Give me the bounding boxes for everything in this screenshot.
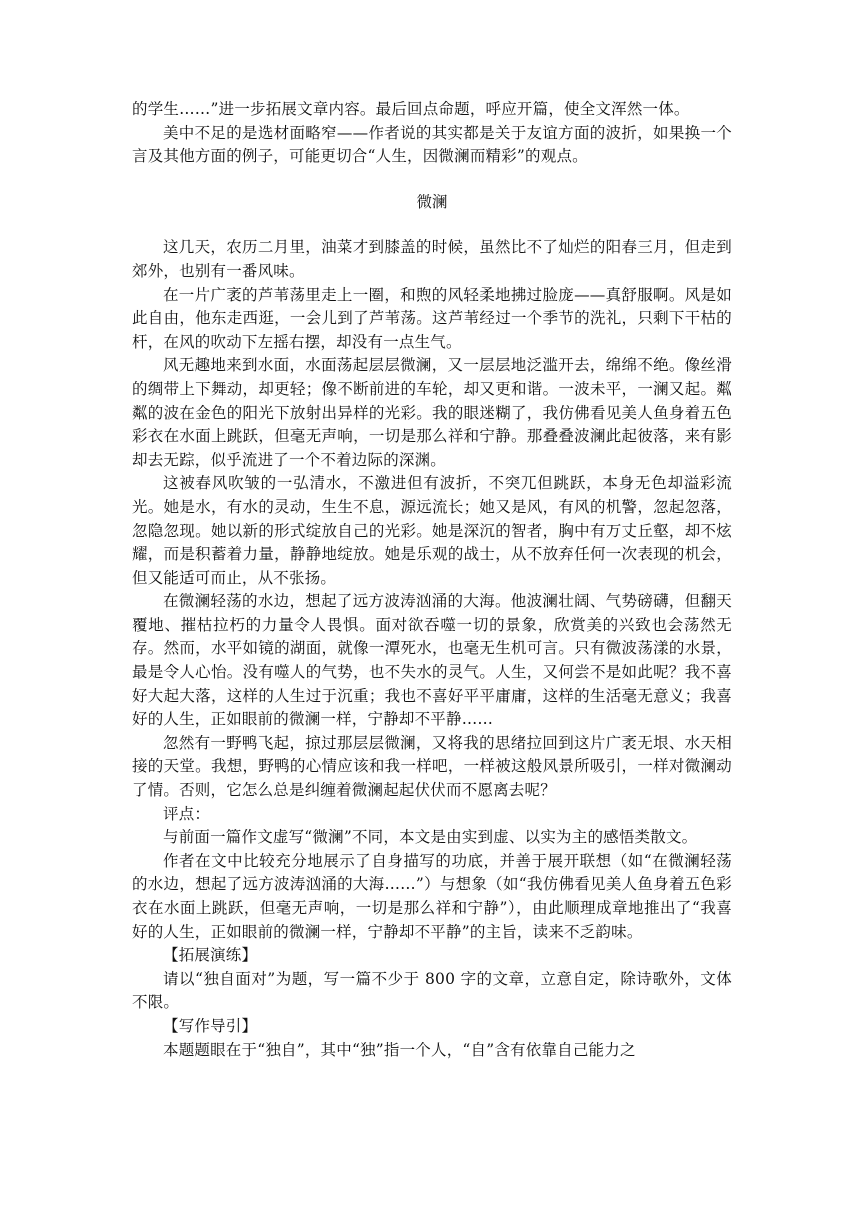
essay-paragraph: 在微澜轻荡的水边，想起了远方波涛汹涌的大海。他波澜壮阔、气势磅礴，但翻天覆地、摧枯拉朽的力量令人畏惧。面对欲吞噬一切的景象，欣赏美的兴致也会荡然无存。然而，水平如镜的湖面，就像一潭死水，也毫无生机可言。只有微波荡漾的水景，最是令人心怡。没有噬人的气势，也不失水的灵气。人生，又何尝不是如此呢？我不喜好大起大落，这样的人生过于沉重；我也不喜好平平庸庸，这样的生活毫无意义；我喜好的人生，正如眼前的微澜一样，宁静却不平静…… (132, 592, 732, 729)
guide-paragraph: 本题题眼在于“独自”，其中“独”指一个人，“自”含有依靠自己能力之 (163, 1040, 636, 1059)
essay-paragraph: 这几天，农历二月里，油菜才到膝盖的时候，虽然比不了灿烂的阳春三月，但走到郊外，也别有一番风味。 (132, 238, 732, 280)
section-heading-guide: 【写作导引】 (163, 1016, 258, 1035)
document-page (132, 98, 732, 1062)
section-heading-practice: 【拓展演练】 (163, 946, 258, 965)
essay-title: 微澜 (416, 192, 448, 211)
essay-paragraph: 这被春风吹皱的一弘清水，不激进但有波折，不突兀但跳跃，本身无色却溢彩流光。她是水，有水的灵动，生生不息，源远流长；她又是风，有风的机警，忽起忽落，忽隐忽现。她以新的形式绽放自己的光彩。她是深沉的智者，胸中有万丈丘壑，却不炫耀，而是积蓄着力量，静静地绽放。她是乐观的战士，从不放弃任何一次表现的机会，但又能适可而止，从不张扬。 (132, 474, 732, 587)
essay-paragraph: 风无趣地来到水面，水面荡起层层微澜，又一层层地泛滥开去，绵绵不绝。像丝滑的绸带上下舞动，却更轻；像不断前进的车轮，却又更和谐。一波未平，一澜又起。粼粼的波在金色的阳光下放射出异样的光彩。我的眼迷糊了，我仿佛看见美人鱼身着五色彩衣在水面上跳跃，但毫无声响，一切是那么祥和宁静。那叠叠波澜此起彼落，来有影却去无踪，似乎流进了一个不着边际的深渊。 (132, 356, 732, 469)
comment-paragraph: 与前面一篇作文虚写“微澜”不同，本文是由实到虚、以实为主的感悟类散文。 (163, 828, 698, 847)
comment-label: 评点： (163, 804, 211, 823)
essay-paragraph: 忽然有一野鸭飞起，掠过那层层微澜，又将我的思绪拉回到这片广袤无垠、水天相接的天堂。我想，野鸭的心情应该和我一样吧，一样被这般风景所吸引，一样对微澜动了情。否则，它怎么总是纠缠着微澜起起伏伏而不愿离去呢？ (132, 733, 732, 800)
intro-paragraph: 的学生……”进一步拓展文章内容。最后回点命题，呼应开篇，使全文浑然一体。 (132, 100, 690, 118)
comment-paragraph: 作者在文中比较充分地展示了自身描写的功底，并善于展开联想（如“在微澜轻荡的水边，想起了远方波涛汹涌的大海……”）与想象（如“我仿佛看见美人鱼身着五色彩衣在水面上跳跃，但毫无声响，一切是那么祥和宁静”），由此顺理成章地推出了“我喜好的人生，正如眼前的微澜一样，宁静却不平静”的主旨，读来不乏韵味。 (132, 851, 732, 941)
essay-paragraph: 在一片广袤的芦苇荡里走上一圈，和煦的风轻柔地拂过脸庞——真舒服啊。风是如此自由，他东走西逛，一会儿到了芦苇荡。这芦苇经过一个季节的洗礼，只剩下干枯的杆，在风的吹动下左摇右摆，却没有一点生气。 (132, 285, 732, 351)
intro-paragraph: 美中不足的是选材面略窄——作者说的其实都是关于友谊方面的波折，如果换一个言及其他方面的例子，可能更切合“人生，因微澜而精彩”的观点。 (132, 123, 732, 166)
practice-prompt: 请以“独自面对”为题，写一篇不少于 800 字的文章，立意自定，除诗歌外，文体不限。 (132, 969, 732, 1012)
